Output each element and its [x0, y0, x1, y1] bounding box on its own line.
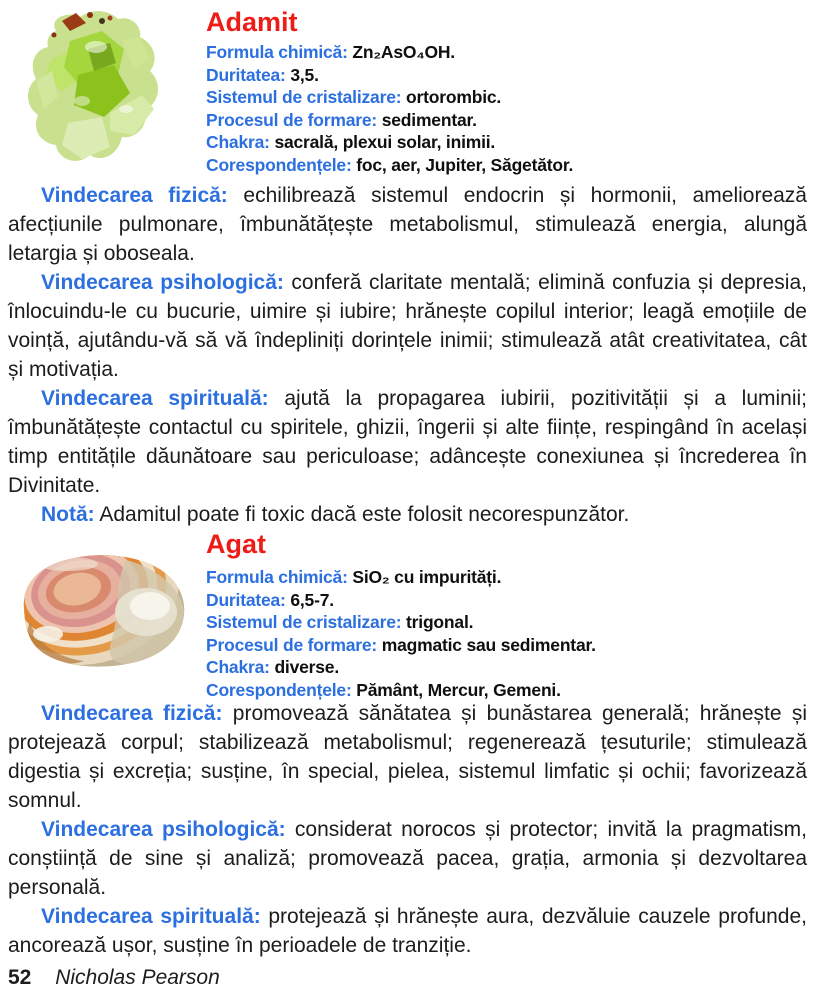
page-number: 52 [8, 966, 32, 989]
page-footer [8, 966, 220, 990]
author-name: Nicholas Pearson [55, 966, 220, 989]
info-value: sacrală, plexui solar, inimii. [274, 132, 496, 153]
info-row-corespondente [206, 154, 573, 177]
info-label: Duritatea: [206, 589, 286, 610]
info-value: Pământ, Mercur, Gemeni. [356, 679, 561, 700]
agat-body [8, 699, 807, 960]
adamit-body [8, 181, 807, 529]
paragraph-text: protejează și hrănește aura, dezvăluie cauzele profunde, ancorează ușor, susține în perioadele de tranziție. [8, 905, 807, 957]
paragraph-lead: Vindecarea fizică: [41, 702, 223, 725]
agat-info-block [206, 566, 596, 702]
adamite-photo [18, 5, 170, 177]
paragraph-text: ajută la propagarea iubirii, pozitivității și a luminii; îmbunătățește contactul cu spiritele, ghizii, îngerii și alte ființe, respingând în același timp entitățile dăunătoare sau periculoase; adâncește conexiunea și încrederea în Divinitate. [8, 387, 807, 497]
info-row-duritatea [206, 64, 573, 87]
info-label: Corespondențele: [206, 154, 352, 175]
info-label: Duritatea: [206, 64, 286, 85]
info-label: Chakra: [206, 132, 270, 153]
info-label: Formula chimică: [206, 567, 348, 587]
mineral-title-agat: Agat [206, 529, 266, 559]
info-row-sistem [206, 611, 596, 634]
info-row-proces [206, 109, 573, 132]
info-label: Sistemul de cristalizare: [206, 612, 402, 633]
paragraph-nota [8, 500, 807, 529]
mineral-title-adamit: Adamit [206, 7, 298, 37]
info-row-formula [206, 566, 596, 589]
paragraph-vindecarea-psihologica [8, 268, 807, 384]
adamit-info-block [206, 41, 573, 177]
paragraph-vindecarea-fizica [8, 181, 807, 268]
info-label: Chakra: [206, 657, 270, 678]
paragraph-text: Adamitul poate fi toxic dacă este folosit necorespunzător. [99, 503, 630, 526]
info-value: magmatic sau sedimentar. [381, 634, 596, 655]
paragraph-text: conferă claritate mentală; elimină confuzia și depresia, înlocuindu-le cu bucurie, uimire și iubire; hrănește copilul interior; leagă emoțiile de voință, ajutându-vă să vă îndepliniți dorințele inimii; stimulează atât creativitatea, cât și motivația. [8, 271, 807, 381]
info-row-duritatea [206, 589, 596, 612]
paragraph-text: echilibrează sistemul endocrin și hormonii, ameliorează afecțiunile pulmonare, îmbunătățește metabolismul, stimulează energia, alungă letargia și oboseala. [8, 184, 807, 265]
paragraph-text: considerat norocos și protector; invită la pragmatism, conștiință de sine și analiză; promovează pacea, grația, armonia și dezvoltarea personală. [8, 818, 807, 899]
info-value: sedimentar. [381, 109, 477, 130]
paragraph-lead: Vindecarea fizică: [41, 184, 228, 207]
paragraph-text: promovează sănătatea și bunăstarea generală; hrănește și protejează corpul; stabilizează metabolismul; regenerează țesuturile; stimulează digestia și excreția; susține, în special, pielea, sistemul limfatic și ochii; favorizează somnul. [8, 702, 807, 812]
info-value: 3,5. [290, 64, 319, 85]
paragraph-vindecarea-fizica [8, 699, 807, 815]
paragraph-lead: Vindecarea psihologică: [41, 818, 286, 841]
paragraph-lead: Vindecarea spirituală: [41, 905, 261, 928]
paragraph-vindecarea-spirituala [8, 902, 807, 960]
info-label: Sistemul de cristalizare: [206, 87, 402, 108]
info-value: 6,5-7. [290, 589, 334, 610]
info-row-proces [206, 634, 596, 657]
paragraph-lead: Vindecarea psihologică: [41, 271, 284, 294]
info-row-chakra [206, 131, 573, 154]
info-value: diverse. [274, 657, 339, 678]
info-label: Formula chimică: [206, 42, 348, 62]
info-value: foc, aer, Jupiter, Săgetător. [356, 154, 574, 175]
paragraph-vindecarea-spirituala [8, 384, 807, 500]
paragraph-lead: Vindecarea spirituală: [41, 387, 269, 410]
info-value: Zn₂AsO₄OH. [352, 42, 455, 62]
info-label: Corespondențele: [206, 679, 352, 700]
info-value: ortorombic. [406, 87, 502, 108]
info-row-formula [206, 41, 573, 64]
info-label: Procesul de formare: [206, 634, 378, 655]
paragraph-lead: Notă: [41, 503, 95, 526]
info-row-sistem [206, 86, 573, 109]
paragraph-vindecarea-psihologica [8, 815, 807, 902]
agate-photo [8, 546, 194, 676]
info-row-chakra [206, 656, 596, 679]
info-value: trigonal. [406, 612, 474, 633]
info-value: SiO₂ cu impurități. [352, 567, 502, 587]
info-label: Procesul de formare: [206, 109, 378, 130]
